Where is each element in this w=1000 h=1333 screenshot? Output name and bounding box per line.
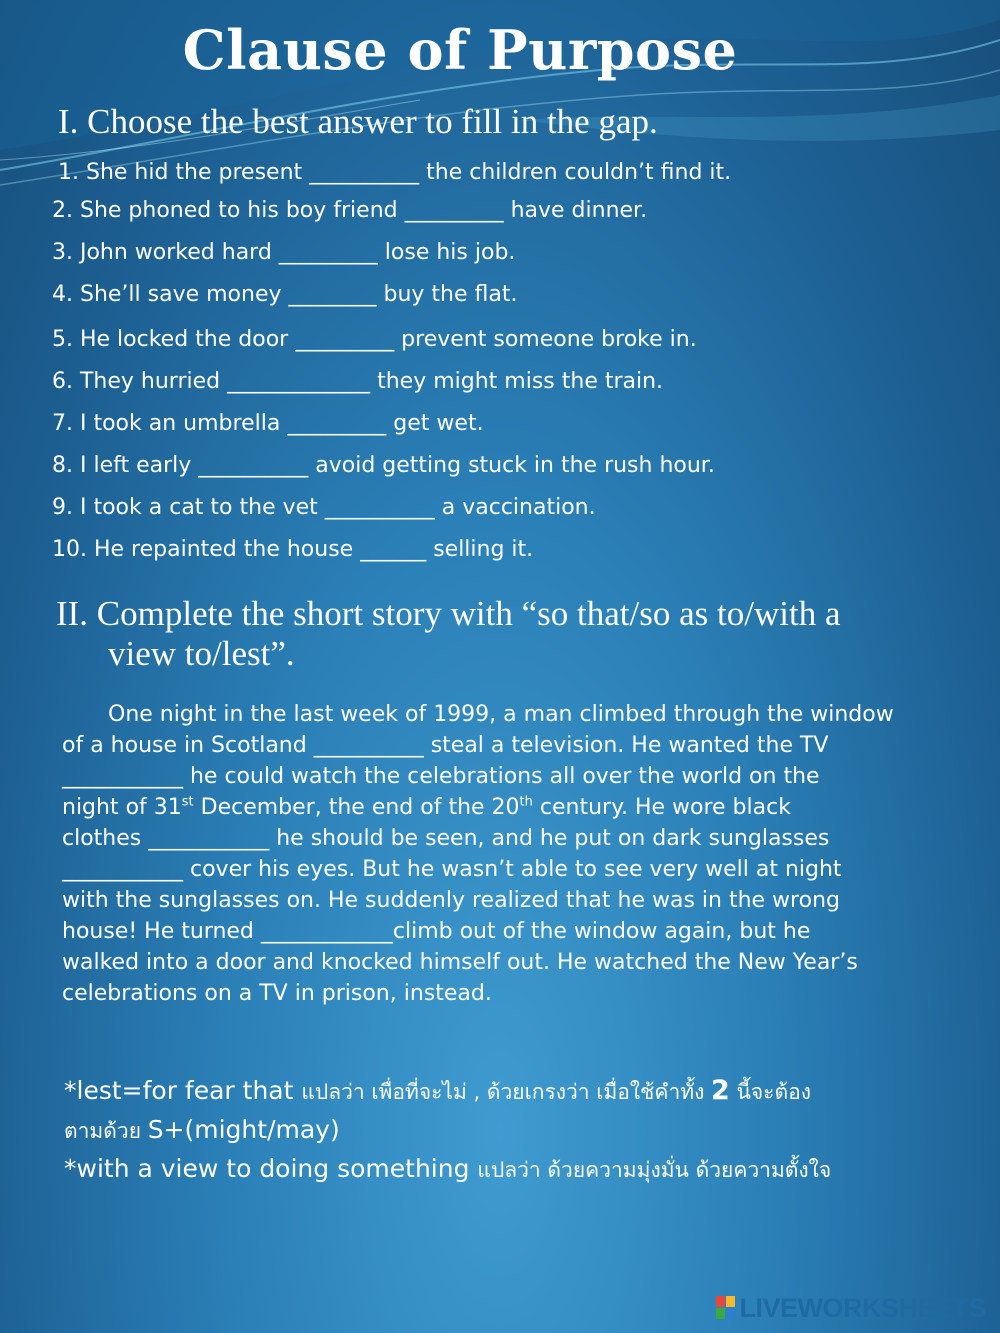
story-line: clothes ___________ he should be seen, and he put on dark sunglasses xyxy=(62,826,830,851)
note-text: S+(might/may) xyxy=(147,1115,340,1144)
note-text: *lest=for fear that xyxy=(64,1076,302,1105)
story-text: night of 31 xyxy=(62,795,182,820)
story-line xyxy=(62,792,962,823)
note-number: 2 xyxy=(711,1075,730,1106)
logo-text: LIVEWORKSHEETS xyxy=(739,1293,986,1323)
story-line: house! He turned ____________climb out of the window again, but he xyxy=(62,919,811,944)
story-paragraph xyxy=(62,699,962,1009)
question-9: 9. I took a cat to the vet __________ a vaccination. xyxy=(52,495,596,520)
question-4: 4. She’ll save money ________ buy the flat. xyxy=(52,282,518,307)
story-line: celebrations on a TV in prison, instead. xyxy=(62,981,492,1006)
note-thai: นี้จะต้อง xyxy=(729,1080,811,1104)
story-text: century. He wore black xyxy=(532,795,791,820)
note-with-a-view xyxy=(64,1150,964,1189)
story-text: December, the end of the 20 xyxy=(193,795,520,820)
note-lest-cont xyxy=(64,1111,964,1150)
question-8: 8. I left early __________ avoid getting stuck in the rush hour. xyxy=(52,453,715,478)
story-line: walked into a door and knocked himself out. He watched the New Year’s xyxy=(62,950,858,975)
question-3: 3. John worked hard _________ lose his job. xyxy=(52,240,516,265)
story-line: of a house in Scotland __________ steal a television. He wanted the TV xyxy=(62,733,829,758)
liveworksheets-logo xyxy=(716,1293,986,1324)
question-1: 1. She hid the present __________ the children couldn’t find it. xyxy=(58,160,732,185)
note-lest xyxy=(64,1072,964,1111)
section2-heading-line2: view to/lest”. xyxy=(108,634,295,673)
notes xyxy=(64,1072,964,1189)
page-title: Clause of Purpose xyxy=(182,18,738,82)
story-line: with the sunglasses on. He suddenly realized that he was in the wrong xyxy=(62,888,840,913)
question-5: 5. He locked the door _________ prevent someone broke in. xyxy=(52,327,697,352)
section1-heading: I. Choose the best answer to fill in the gap. xyxy=(58,102,658,141)
story-line: One night in the last week of 1999, a man climbed through the window xyxy=(108,702,894,727)
section2-heading-line1: II. Complete the short story with “so that/so as to/with a xyxy=(56,594,841,633)
note-text: *with a view to doing something xyxy=(64,1154,478,1183)
question-10: 10. He repainted the house ______ selling it. xyxy=(52,537,534,562)
question-6: 6. They hurried _____________ they might miss the train. xyxy=(52,369,664,394)
note-thai: ตามด้วย xyxy=(64,1119,148,1143)
question-7: 7. I took an umbrella _________ get wet. xyxy=(52,411,484,436)
question-2: 2. She phoned to his boy friend _________ have dinner. xyxy=(52,198,648,223)
superscript: st xyxy=(181,794,194,810)
section2-heading xyxy=(56,594,966,674)
superscript: th xyxy=(519,794,533,810)
story-line: ___________ he could watch the celebrations all over the world on the xyxy=(62,764,820,789)
logo-icon xyxy=(716,1296,736,1320)
story-line: ___________ cover his eyes. But he wasn’t able to see very well at night xyxy=(62,857,842,882)
note-thai: แปลว่า ด้วยความมุ่งมั่น ด้วยความตั้งใจ xyxy=(477,1158,832,1182)
note-thai: แปลว่า เพื่อที่จะไม่ , ด้วยเกรงว่า เมื่อใช้คำทั้ง xyxy=(301,1080,712,1104)
